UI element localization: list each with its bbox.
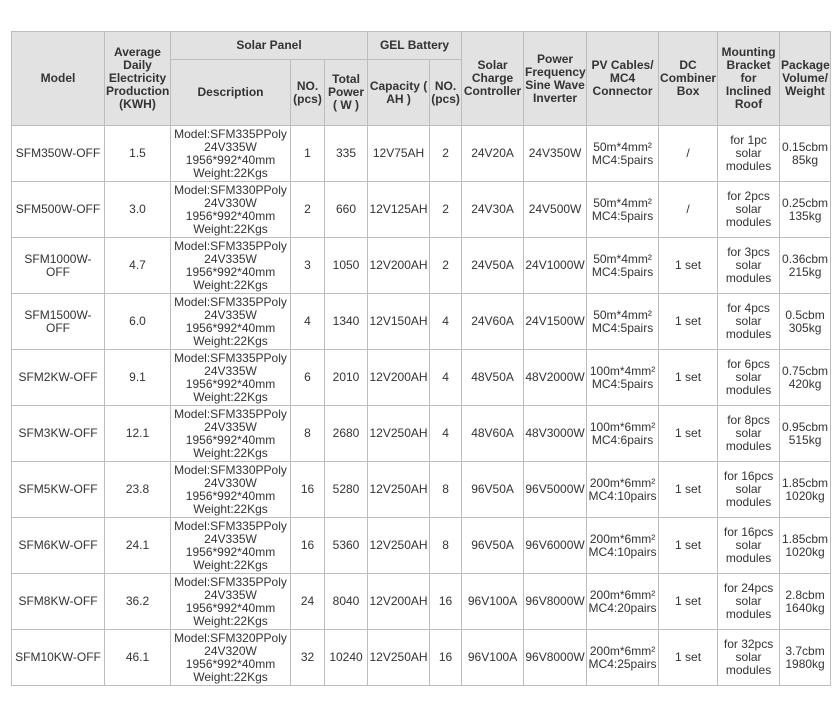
description-cell-line: Model:SFM335PPoly: [174, 350, 287, 365]
header-gel-battery: GEL Battery: [368, 32, 462, 60]
package-cell-line: 1980kg: [785, 656, 825, 671]
header-charge-controller: Solar Charge Controller: [462, 32, 524, 126]
header-package: Package Volume/ Weight: [780, 32, 831, 126]
pv-cables-cell-line: 100m*6mm²: [589, 419, 656, 434]
description-cell-line: Weight:22Kgs: [193, 389, 268, 404]
package-cell-line: 215kg: [788, 264, 822, 279]
pv-cables-cell: [587, 350, 659, 406]
package-cell-line: 420kg: [788, 376, 822, 391]
description-cell-line: Model:SFM335PPoly: [174, 126, 287, 141]
pv-cables-cell-line: 50m*4mm²: [593, 139, 652, 154]
battery-count-cell: 4: [430, 350, 462, 406]
description-cell-line: Model:SFM330PPoly: [174, 462, 287, 477]
bracket-cell-line: solar: [735, 482, 762, 496]
package-cell: [780, 518, 831, 574]
package-cell-line: 2.8cbm: [785, 587, 825, 602]
capacity-cell: 12V75AH: [368, 126, 430, 182]
battery-count-cell: 8: [430, 462, 462, 518]
pv-cables-cell-line: 50m*4mm²: [593, 251, 652, 266]
capacity-cell: 12V250AH: [368, 462, 430, 518]
pv-cables-cell: [587, 126, 659, 182]
total-power-cell: 660: [325, 182, 368, 238]
bracket-cell-line: solar: [735, 202, 762, 216]
total-power-cell: 2010: [325, 350, 368, 406]
description-cell-line: 1956*992*40mm: [185, 376, 276, 391]
daily-production-cell: 9.1: [105, 350, 171, 406]
controller-cell: 96V50A: [462, 518, 524, 574]
battery-count-cell: 4: [430, 294, 462, 350]
table-row: [12, 238, 831, 294]
description-cell-line: 1956*992*40mm: [185, 264, 276, 279]
capacity-cell: 12V250AH: [368, 518, 430, 574]
total-power-cell: 8040: [325, 574, 368, 630]
bracket-cell: [718, 182, 780, 238]
model-cell: SFM8KW-OFF: [12, 574, 105, 630]
controller-cell: 24V20A: [462, 126, 524, 182]
package-cell-line: 3.7cbm: [785, 643, 825, 658]
model-cell: SFM500W-OFF: [12, 182, 105, 238]
bracket-cell-line: solar: [735, 370, 762, 384]
description-cell-line: Model:SFM335PPoly: [174, 294, 287, 309]
description-cell-line: Weight:22Kgs: [193, 221, 268, 236]
inverter-cell: 96V8000W: [524, 574, 587, 630]
pv-cables-cell: [587, 182, 659, 238]
description-cell: [171, 182, 291, 238]
bracket-cell-line: for 24pcs: [723, 581, 774, 595]
header-dc-combiner: DC Combiner Box: [659, 32, 718, 126]
controller-cell: 24V30A: [462, 182, 524, 238]
capacity-cell: 12V250AH: [368, 406, 430, 462]
bracket-cell-line: for 16pcs: [723, 525, 774, 539]
pv-cables-cell-line: MC4:25pairs: [588, 656, 657, 671]
combiner-cell: 1 set: [659, 350, 718, 406]
description-cell-line: Model:SFM320PPoly: [174, 630, 287, 645]
panel-count-cell: 24: [291, 574, 325, 630]
description-cell-line: Weight:22Kgs: [193, 165, 268, 180]
battery-count-cell: 16: [430, 574, 462, 630]
combiner-cell: 1 set: [659, 574, 718, 630]
bracket-cell: [718, 574, 780, 630]
daily-production-cell: 46.1: [105, 630, 171, 686]
panel-count-cell: 4: [291, 294, 325, 350]
table-row: [12, 406, 831, 462]
description-cell-line: 1956*992*40mm: [185, 208, 276, 223]
description-cell-line: Model:SFM335PPoly: [174, 406, 287, 421]
bracket-cell: [718, 630, 780, 686]
solar-system-spec-table: [11, 31, 831, 686]
pv-cables-cell-line: 200m*6mm²: [589, 531, 656, 546]
description-cell-line: 1956*992*40mm: [185, 656, 276, 671]
pv-cables-cell-line: 100m*4mm²: [589, 363, 656, 378]
description-cell-line: Model:SFM330PPoly: [174, 182, 287, 197]
description-cell: [171, 574, 291, 630]
total-power-cell: 10240: [325, 630, 368, 686]
description-cell: [171, 350, 291, 406]
inverter-cell: 96V5000W: [524, 462, 587, 518]
bracket-cell-line: for 2pcs: [727, 189, 770, 203]
model-cell: SFM6KW-OFF: [12, 518, 105, 574]
pv-cables-cell: [587, 462, 659, 518]
pv-cables-cell-line: 200m*6mm²: [589, 643, 656, 658]
panel-count-cell: 16: [291, 518, 325, 574]
panel-count-cell: 1: [291, 126, 325, 182]
bracket-cell-line: solar: [735, 650, 762, 664]
table-row: [12, 294, 831, 350]
description-cell-line: Weight:22Kgs: [193, 333, 268, 348]
package-cell-line: 515kg: [788, 432, 822, 447]
combiner-cell: /: [659, 126, 718, 182]
pv-cables-cell-line: 200m*6mm²: [589, 587, 656, 602]
total-power-cell: 1340: [325, 294, 368, 350]
daily-production-cell: 36.2: [105, 574, 171, 630]
capacity-cell: 12V150AH: [368, 294, 430, 350]
combiner-cell: 1 set: [659, 294, 718, 350]
description-cell-line: 24V330W: [204, 475, 257, 490]
bracket-cell: [718, 518, 780, 574]
combiner-cell: /: [659, 182, 718, 238]
package-cell: [780, 294, 831, 350]
daily-production-cell: 12.1: [105, 406, 171, 462]
combiner-cell: 1 set: [659, 406, 718, 462]
bracket-cell: [718, 238, 780, 294]
package-cell-line: 0.95cbm: [782, 419, 829, 434]
battery-count-cell: 16: [430, 630, 462, 686]
description-cell-line: Model:SFM335PPoly: [174, 574, 287, 589]
bracket-cell-line: modules: [725, 607, 772, 621]
daily-production-cell: 1.5: [105, 126, 171, 182]
package-cell-line: 1.85cbm: [782, 531, 829, 546]
header-mounting-bracket: Mounting Bracket for Inclined Roof: [718, 32, 780, 126]
pv-cables-cell: [587, 406, 659, 462]
package-cell-line: 0.75cbm: [782, 363, 829, 378]
description-cell-line: Weight:22Kgs: [193, 277, 268, 292]
battery-count-cell: 2: [430, 182, 462, 238]
total-power-cell: 335: [325, 126, 368, 182]
description-cell-line: 1956*992*40mm: [185, 152, 276, 167]
daily-production-cell: 24.1: [105, 518, 171, 574]
header-capacity: Capacity ( AH ): [368, 60, 430, 126]
pv-cables-cell-line: MC4:20pairs: [588, 600, 657, 615]
controller-cell: 96V100A: [462, 630, 524, 686]
package-cell: [780, 574, 831, 630]
capacity-cell: 12V200AH: [368, 238, 430, 294]
table-row: [12, 630, 831, 686]
combiner-cell: 1 set: [659, 238, 718, 294]
bracket-cell-line: modules: [725, 495, 772, 509]
description-cell-line: 24V320W: [204, 643, 257, 658]
package-cell: [780, 462, 831, 518]
package-cell-line: 0.15cbm: [782, 139, 829, 154]
description-cell-line: Weight:22Kgs: [193, 613, 268, 628]
table-body: [12, 126, 831, 686]
inverter-cell: 24V500W: [524, 182, 587, 238]
description-cell: [171, 518, 291, 574]
model-cell: SFM1500W-OFF: [12, 294, 105, 350]
daily-production-cell: 6.0: [105, 294, 171, 350]
header-battery-no: NO. (pcs): [430, 60, 462, 126]
daily-production-cell: 4.7: [105, 238, 171, 294]
inverter-cell: 96V6000W: [524, 518, 587, 574]
controller-cell: 96V50A: [462, 462, 524, 518]
bracket-cell: [718, 350, 780, 406]
daily-production-cell: 23.8: [105, 462, 171, 518]
combiner-cell: 1 set: [659, 462, 718, 518]
bracket-cell: [718, 126, 780, 182]
total-power-cell: 5280: [325, 462, 368, 518]
controller-cell: 96V100A: [462, 574, 524, 630]
bracket-cell-line: modules: [725, 551, 772, 565]
pv-cables-cell-line: 200m*6mm²: [589, 475, 656, 490]
bracket-cell-line: solar: [735, 258, 762, 272]
battery-count-cell: 4: [430, 406, 462, 462]
header-daily-production: Average Daily Electricity Production (KWH): [105, 32, 171, 126]
bracket-cell-line: solar: [735, 314, 762, 328]
description-cell: [171, 630, 291, 686]
package-cell-line: 85kg: [792, 152, 819, 167]
capacity-cell: 12V250AH: [368, 630, 430, 686]
capacity-cell: 12V200AH: [368, 350, 430, 406]
package-cell-line: 135kg: [788, 208, 822, 223]
package-cell-line: 1640kg: [785, 600, 825, 615]
bracket-cell-line: modules: [725, 383, 772, 397]
bracket-cell: [718, 406, 780, 462]
panel-count-cell: 32: [291, 630, 325, 686]
description-cell: [171, 294, 291, 350]
pv-cables-cell: [587, 238, 659, 294]
description-cell-line: Weight:22Kgs: [193, 557, 268, 572]
bracket-cell-line: for 3pcs: [727, 245, 770, 259]
bracket-cell-line: modules: [725, 663, 772, 677]
combiner-cell: 1 set: [659, 630, 718, 686]
battery-count-cell: 8: [430, 518, 462, 574]
bracket-cell-line: for 6pcs: [727, 357, 770, 371]
inverter-cell: 96V8000W: [524, 630, 587, 686]
controller-cell: 24V50A: [462, 238, 524, 294]
table-row: [12, 574, 831, 630]
package-cell-line: 1.85cbm: [782, 475, 829, 490]
combiner-cell: 1 set: [659, 518, 718, 574]
bracket-cell-line: solar: [735, 594, 762, 608]
pv-cables-cell-line: MC4:6pairs: [591, 432, 654, 447]
pv-cables-cell-line: MC4:10pairs: [588, 488, 657, 503]
package-cell: [780, 238, 831, 294]
pv-cables-cell-line: MC4:5pairs: [591, 320, 654, 335]
package-cell-line: 305kg: [788, 320, 822, 335]
controller-cell: 24V60A: [462, 294, 524, 350]
description-cell-line: Model:SFM335PPoly: [174, 238, 287, 253]
controller-cell: 48V50A: [462, 350, 524, 406]
pv-cables-cell: [587, 630, 659, 686]
description-cell-line: 24V335W: [204, 139, 257, 154]
table-row: [12, 126, 831, 182]
description-cell-line: 24V335W: [204, 531, 257, 546]
inverter-cell: 48V2000W: [524, 350, 587, 406]
package-cell-line: 1020kg: [785, 488, 825, 503]
panel-count-cell: 2: [291, 182, 325, 238]
header-row-top: [12, 32, 831, 60]
package-cell-line: 0.25cbm: [782, 195, 829, 210]
package-cell-line: 0.5cbm: [785, 307, 825, 322]
pv-cables-cell-line: MC4:5pairs: [591, 376, 654, 391]
bracket-cell-line: modules: [725, 215, 772, 229]
battery-count-cell: 2: [430, 238, 462, 294]
pv-cables-cell: [587, 294, 659, 350]
package-cell: [780, 182, 831, 238]
description-cell-line: 24V335W: [204, 587, 257, 602]
description-cell: [171, 126, 291, 182]
bracket-cell-line: modules: [725, 439, 772, 453]
capacity-cell: 12V200AH: [368, 574, 430, 630]
package-cell: [780, 630, 831, 686]
description-cell-line: Model:SFM335PPoly: [174, 518, 287, 533]
panel-count-cell: 16: [291, 462, 325, 518]
description-cell-line: Weight:22Kgs: [193, 445, 268, 460]
model-cell: SFM3KW-OFF: [12, 406, 105, 462]
package-cell-line: 1020kg: [785, 544, 825, 559]
battery-count-cell: 2: [430, 126, 462, 182]
inverter-cell: 24V350W: [524, 126, 587, 182]
capacity-cell: 12V125AH: [368, 182, 430, 238]
pv-cables-cell: [587, 574, 659, 630]
daily-production-cell: 3.0: [105, 182, 171, 238]
description-cell-line: 1956*992*40mm: [185, 544, 276, 559]
bracket-cell-line: for 4pcs: [727, 301, 770, 315]
total-power-cell: 5360: [325, 518, 368, 574]
header-solar-panel: Solar Panel: [171, 32, 368, 60]
panel-count-cell: 6: [291, 350, 325, 406]
bracket-cell-line: solar: [735, 146, 762, 160]
description-cell-line: Weight:22Kgs: [193, 669, 268, 684]
package-cell-line: 0.36cbm: [782, 251, 829, 266]
table-row: [12, 350, 831, 406]
description-cell-line: 1956*992*40mm: [185, 488, 276, 503]
package-cell: [780, 126, 831, 182]
header-total-power: Total Power ( W ): [325, 60, 368, 126]
pv-cables-cell: [587, 518, 659, 574]
bracket-cell-line: modules: [725, 327, 772, 341]
model-cell: SFM1000W-OFF: [12, 238, 105, 294]
description-cell: [171, 462, 291, 518]
panel-count-cell: 8: [291, 406, 325, 462]
bracket-cell-line: solar: [735, 426, 762, 440]
model-cell: SFM10KW-OFF: [12, 630, 105, 686]
inverter-cell: 24V1500W: [524, 294, 587, 350]
description-cell: [171, 406, 291, 462]
bracket-cell-line: for 16pcs: [723, 469, 774, 483]
table-row: [12, 182, 831, 238]
package-cell: [780, 350, 831, 406]
header-model: Model: [12, 32, 105, 126]
table-row: [12, 462, 831, 518]
model-cell: SFM5KW-OFF: [12, 462, 105, 518]
model-cell: SFM350W-OFF: [12, 126, 105, 182]
controller-cell: 48V60A: [462, 406, 524, 462]
bracket-cell-line: for 1pc: [730, 133, 767, 147]
bracket-cell-line: modules: [725, 159, 772, 173]
description-cell-line: 24V335W: [204, 419, 257, 434]
bracket-cell: [718, 462, 780, 518]
total-power-cell: 2680: [325, 406, 368, 462]
description-cell-line: 24V335W: [204, 363, 257, 378]
pv-cables-cell-line: MC4:5pairs: [591, 152, 654, 167]
inverter-cell: 24V1000W: [524, 238, 587, 294]
total-power-cell: 1050: [325, 238, 368, 294]
description-cell-line: 1956*992*40mm: [185, 432, 276, 447]
description-cell-line: 1956*992*40mm: [185, 320, 276, 335]
header-pv-cables: PV Cables/ MC4 Connector: [587, 32, 659, 126]
model-cell: SFM2KW-OFF: [12, 350, 105, 406]
description-cell-line: 24V335W: [204, 307, 257, 322]
pv-cables-cell-line: 50m*4mm²: [593, 195, 652, 210]
pv-cables-cell-line: 50m*4mm²: [593, 307, 652, 322]
bracket-cell-line: for 8pcs: [727, 413, 770, 427]
description-cell-line: 1956*992*40mm: [185, 600, 276, 615]
description-cell: [171, 238, 291, 294]
pv-cables-cell-line: MC4:5pairs: [591, 264, 654, 279]
bracket-cell-line: for 32pcs: [723, 637, 774, 651]
header-description: Description: [171, 60, 291, 126]
description-cell-line: 24V335W: [204, 251, 257, 266]
bracket-cell-line: solar: [735, 538, 762, 552]
pv-cables-cell-line: MC4:5pairs: [591, 208, 654, 223]
description-cell-line: 24V330W: [204, 195, 257, 210]
description-cell-line: Weight:22Kgs: [193, 501, 268, 516]
panel-count-cell: 3: [291, 238, 325, 294]
pv-cables-cell-line: MC4:10pairs: [588, 544, 657, 559]
bracket-cell-line: modules: [725, 271, 772, 285]
bracket-cell: [718, 294, 780, 350]
header-panel-no: NO. (pcs): [291, 60, 325, 126]
table-row: [12, 518, 831, 574]
package-cell: [780, 406, 831, 462]
header-inverter: Power Frequency Sine Wave Inverter: [524, 32, 587, 126]
inverter-cell: 48V3000W: [524, 406, 587, 462]
